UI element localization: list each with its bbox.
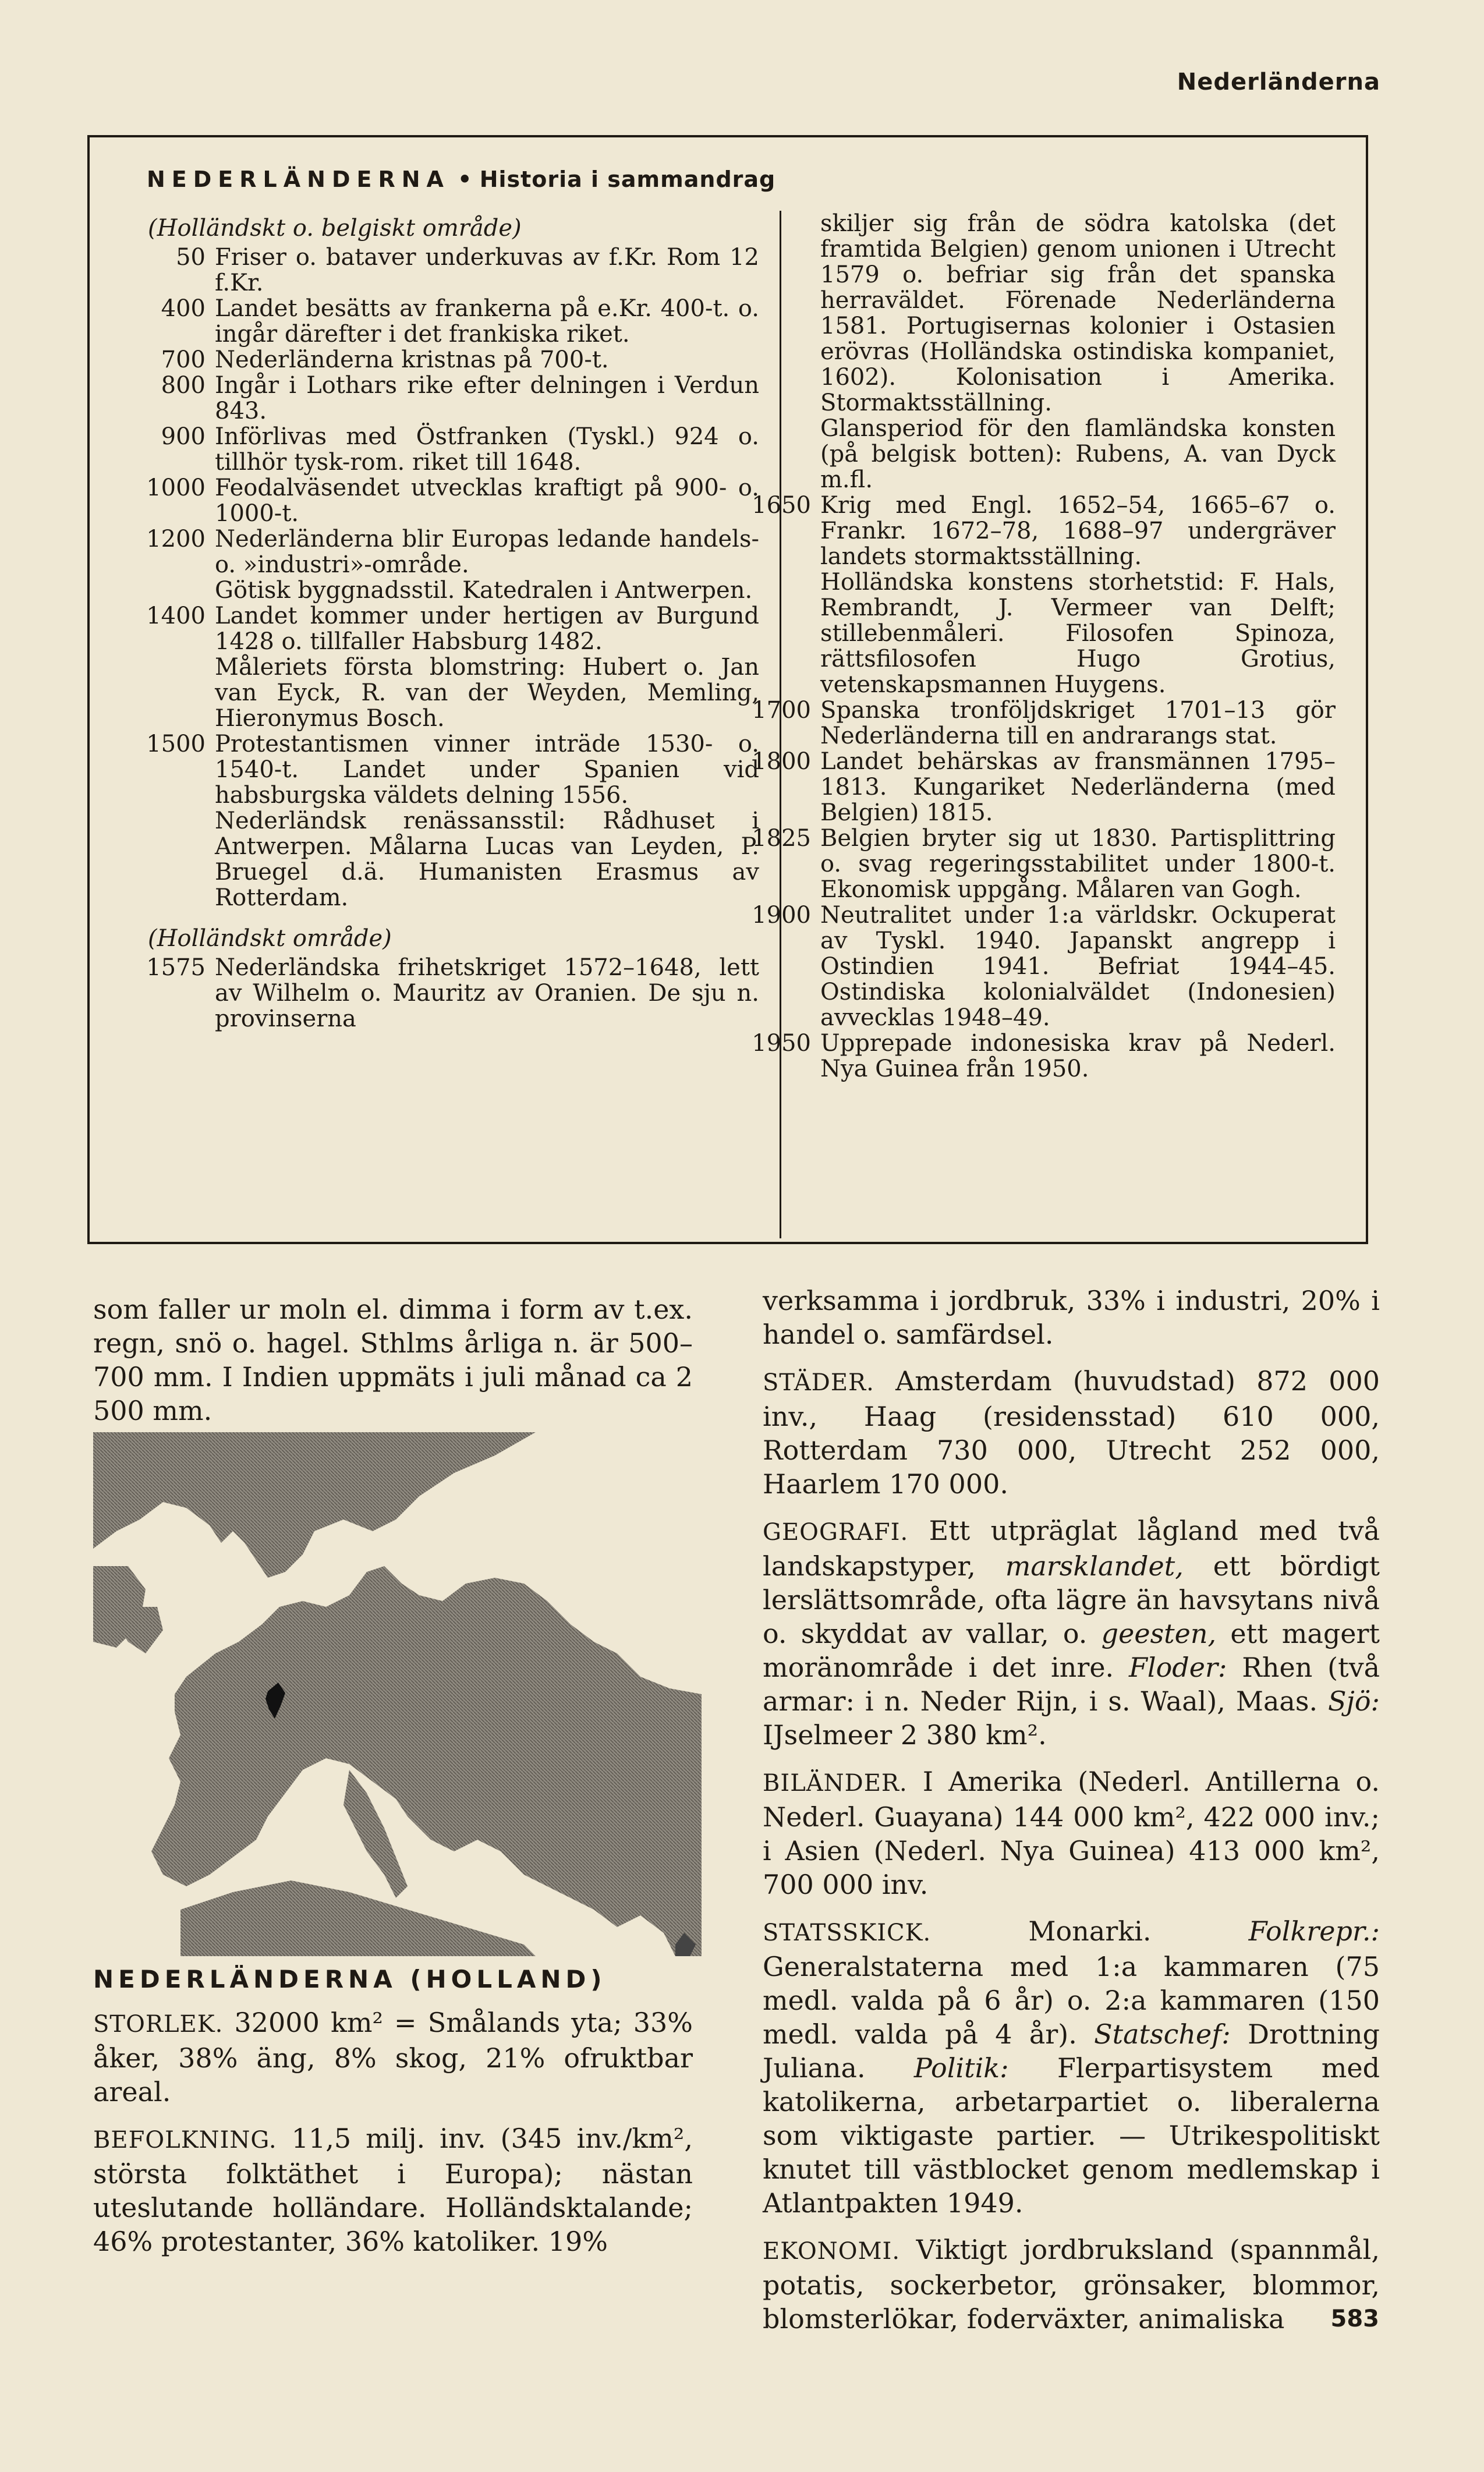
land-mass [180,1880,536,1956]
page-number: 583 [1330,2305,1379,2332]
timeline-entry [142,296,759,347]
fact-text: 32000 km² = Smålands yta; 33% åker, 38% äng, 8% skog, 21% ofruktbar areal. [93,2007,693,2108]
fact-text: Ett utpräglat lågland med två landskapstyper, [763,1515,1380,1582]
europe-map-svg [93,1432,702,1956]
timeline-text: Spanska tronföljdskriget 1701–13 gör Nederländerna till en andrarangs stat. [820,697,1336,749]
timeline-text: Protestantismen vinner inträde 1530- o. 1540-t. Landet under Spanien vid habsburgska väldets delning 1556. [215,731,759,809]
timeline-entry [142,603,759,654]
fact-text: I Amerika (Nederl. Antillerna o. Nederl. Guayana) 144 000 km², 422 000 inv.; i Asien (Nederl. Nya Guinea) 413 000 km², 700 000 inv. [763,1766,1380,1900]
timeline-year: 1650 [752,492,811,519]
timeline-text: Friser o. bataver underkuvas av f.Kr. Rom 12 f.Kr. [215,244,759,296]
fact-ekonomi [763,2233,1380,2336]
folkrepr-label: Folkrepr.: [1248,1915,1380,1947]
term-geesten: geesten, [1101,1618,1217,1649]
right-column-facts [763,1284,1380,2349]
timeline-paragraph: skiljer sig från de södra katolska (det framtida Belgien) genom unionen i Utrecht 1579 o. befriar sig från det spanska herraväldet. Förenade Nederländerna 1581. Portugisernas kolonier i Ostasien erövras (Holländska ostindiska kompaniet, 1602). Kolonisation i Amerika. Stormaktsställning. [820,210,1336,416]
timeline-year: 1800 [752,748,811,775]
fact-label: GEOGRAFI. [763,1519,909,1546]
fact-bilander [763,1765,1380,1901]
history-box [87,135,1368,1244]
timeline-paragraph: Glansperiod för den flamländska konsten (på belgisk botten): Rubens, A. van Dyck m.fl. [820,415,1336,493]
box-title-country: NEDERLÄNDERNA [147,167,450,192]
timeline-entry [142,347,759,373]
timeline-entry [748,902,1336,1030]
fact-label: BILÄNDER. [763,1770,908,1797]
timeline-entry [748,697,1336,749]
fact-label: STATSSKICK. [763,1919,932,1946]
timeline-year: 900 [161,423,206,450]
fact-text: Rhen (två armar: i n. Neder Rijn, i s. Waal), Maas. [763,1652,1380,1717]
timeline-year: 1200 [146,526,206,553]
fact-text: Generalstaterna med 1:a kammaren (75 medl. valda på 6 år) o. 2:a kammaren (150 medl. valda på 4 år). [763,1951,1380,2050]
intro-paragraph: som faller ur moln el. dimma i form av t.ex. regn, snö o. hagel. Sthlms årliga n. är 500–700 mm. I Indien uppmäts i juli månad ca 2 500 mm. [93,1294,693,1426]
timeline-text: Nederländerna blir Europas ledande handels- o. »industri»-område. [215,526,759,578]
timeline-entry [748,749,1336,826]
fact-stader [763,1364,1380,1501]
fact-text: Flerpartisystem med katolikerna, arbetarpartiet o. liberalerna som viktigaste partier. — Utrikespolitiskt knutet till västblocket genom medlemskap i Atlantpakten 1949. [763,2052,1380,2219]
timeline-entry [748,493,1336,569]
sjo-label: Sjö: [1328,1685,1380,1717]
fact-intro: verksamma i jordbruk, 33% i industri, 20% i handel o. samfärdsel. [763,1285,1380,1350]
timeline-year: 400 [161,295,206,322]
timeline-left [142,213,759,1032]
fact-label: STÄDER. [763,1369,874,1396]
timeline-right [748,211,1336,1082]
timeline-entry [142,526,759,578]
land-mass [93,1432,536,1578]
timeline-entry [142,245,759,296]
timeline-paragraph: Nederländsk renässansstil: Rådhuset i Antwerpen. Målarna Lucas van Leyden, P. Bruegel d.ä. Humanisten Erasmus av Rotterdam. [215,808,759,911]
timeline-text: Landet kommer under hertigen av Burgund 1428 o. tillfaller Habsburg 1482. [215,603,759,655]
timeline-text: Nederländska frihetskriget 1572–1648, lett av Wilhelm o. Mauritz av Oranien. De sju n. provinserna [215,954,759,1032]
fact-text: Monarki. [1028,1915,1152,1947]
timeline-year: 1950 [752,1030,811,1057]
left-column-intro [93,1292,693,1440]
fact-text: ett magert moränområde i det inre. [763,1618,1380,1683]
timeline-entry [142,731,759,808]
timeline-text: Införlivas med Östfranken (Tyskl.) 924 o. tillhör tysk-rom. riket till 1648. [215,423,759,476]
timeline-year: 1700 [752,697,811,724]
running-title: Nederländerna [1177,69,1380,95]
timeline-text: Nederländerna kristnas på 700-t. [215,346,609,373]
timeline-text: Landet besätts av frankerna på e.Kr. 400-t. o. ingår därefter i det frankiska riket. [215,295,759,348]
fact-geografi [763,1514,1380,1752]
timeline-year: 1500 [146,731,206,757]
timeline-heading: (Holländskt område) [148,925,392,952]
timeline-text: Upprepade indonesiska krav på Nederl. Nya Guinea från 1950. [820,1030,1336,1082]
timeline-entry [142,955,759,1032]
timeline-year: 1000 [146,474,206,501]
timeline-year: 700 [161,346,206,373]
term-marsklandet: marsklandet, [1005,1550,1184,1582]
fact-befolkning [93,2122,693,2258]
fact-text: Amsterdam (huvudstad) 872 000 inv., Haag (residensstad) 610 000, Rotterdam 730 000, Utrecht 252 000, Haarlem 170 000. [763,1365,1380,1500]
timeline-year: 1825 [752,825,811,852]
map-title: NEDERLÄNDERNA (HOLLAND) [93,1965,607,1993]
timeline-text: Neutralitet under 1:a världskr. Ockuperat av Tyskl. 1940. Japanskt angrepp i Ostindien 1941. Befriat 1944–45. Ostindiska kolonialväldet (Indonesien) avvecklas 1948–49. [820,902,1336,1031]
timeline-year: 800 [161,372,206,399]
politik-label: Politik: [913,2052,1009,2084]
fact-text: IJselmeer 2 380 km². [763,1719,1047,1751]
fact-text: Drottning Juliana. [763,2018,1380,2084]
box-title-separator: • [458,167,472,192]
timeline-text: Ingår i Lothars rike efter delningen i Verdun 843. [215,372,759,424]
fact-statsskick [763,1914,1380,2220]
box-title [147,167,775,192]
fact-label: EKONOMI. [763,2238,901,2265]
timeline-paragraph: Måleriets första blomstring: Hubert o. Jan van Eyck, R. van der Weyden, Memling, Hieronymus Bosch. [215,654,759,732]
timeline-year: 1900 [752,902,811,929]
timeline-heading: (Holländskt o. belgiskt område) [148,215,522,242]
floder-label: Floder: [1128,1652,1227,1683]
box-title-sub: Historia i sammandrag [479,167,776,192]
timeline-year: 50 [176,244,206,271]
timeline-entry [748,826,1336,902]
statschef-label: Statschef: [1094,2018,1231,2050]
timeline-paragraph: Götisk byggnadsstil. Katedralen i Antwerpen. [215,577,753,604]
timeline-text: Landet behärskas av fransmännen 1795–1813. Kungariket Nederländerna (med Belgien) 1815. [820,748,1336,826]
timeline-text: Krig med Engl. 1652–54, 1665–67 o. Frankr. 1672–78, 1688–97 undergräver landets stormaktsställning. [820,492,1336,570]
fact-text: 11,5 milj. inv. (345 inv./km², största folktäthet i Europa); nästan uteslutande holländare. Holländsktalande; 46% protestanter, 36% katoliker. 19% [93,2123,693,2257]
timeline-entry [142,373,759,424]
timeline-text: Belgien bryter sig ut 1830. Partisplittring o. svag regeringsstabilitet under 1800-t. Ekonomisk uppgång. Målaren van Gogh. [820,825,1336,903]
timeline-entry [142,424,759,475]
fact-storlek [93,2006,693,2109]
fact-label: STORLEK. [93,2011,224,2038]
timeline-entry [142,475,759,526]
timeline-year: 1575 [146,954,206,981]
fact-label: BEFOLKNING. [93,2127,277,2154]
timeline-paragraph: Holländska konstens storhetstid: F. Hals, Rembrandt, J. Vermeer van Delft; stillebenmåleri. Filosofen Spinoza, rättsfilosofen Hugo Grotius, vetenskapsmannen Huygens. [820,569,1336,698]
left-column-facts [93,2006,693,2271]
timeline-year: 1400 [146,603,206,629]
fact-text: ett bördigt lerslättsområde, ofta lägre än havsytans nivå o. skyddat av vallar, o. [763,1550,1380,1649]
fact-text: Viktigt jordbruksland (spannmål, potatis, sockerbetor, grönsaker, blommor, blomsterlökar, foderväxter, animaliska [763,2234,1380,2335]
timeline-entry [748,1030,1336,1082]
europe-map [93,1432,702,1956]
timeline-text: Feodalväsendet utvecklas kraftigt på 900- o. 1000-t. [215,474,759,527]
